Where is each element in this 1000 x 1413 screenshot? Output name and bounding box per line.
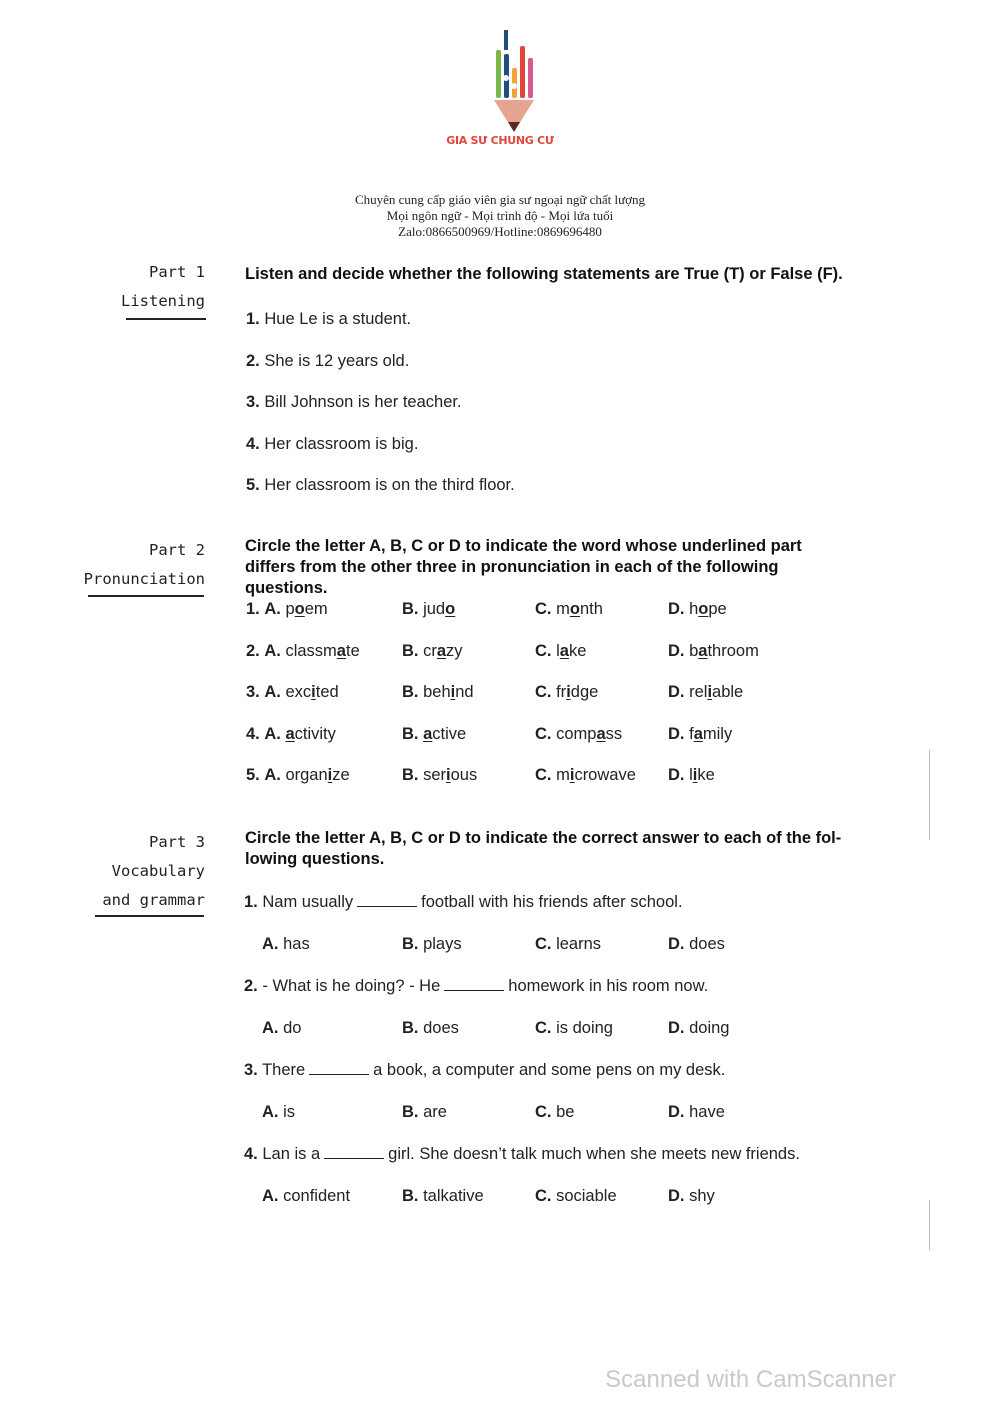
option-text: is doing bbox=[556, 1019, 613, 1037]
answer-blank bbox=[309, 1062, 369, 1075]
answer-option[interactable] bbox=[668, 683, 743, 702]
question-stem bbox=[244, 1145, 800, 1164]
statement-number: 1. bbox=[246, 310, 260, 328]
option-text: does bbox=[423, 1019, 459, 1037]
word-prefix: classm bbox=[285, 641, 337, 660]
part3-divider bbox=[95, 915, 204, 917]
option-letter: A. bbox=[264, 766, 281, 784]
question-text-after: a book, a computer and some pens on my desk. bbox=[373, 1061, 726, 1079]
underlined-part: o bbox=[569, 600, 580, 618]
word-prefix: comp bbox=[556, 724, 597, 743]
statement-number: 4. bbox=[246, 434, 260, 453]
part3-label-block bbox=[102, 828, 205, 915]
word-suffix: ctive bbox=[432, 724, 467, 743]
option-letter: B. bbox=[402, 724, 419, 743]
word-suffix: ctivity bbox=[294, 724, 336, 743]
org-line-2: Mọi ngôn ngữ - Mọi trình độ - Mọi lứa tuổi bbox=[386, 208, 614, 223]
question-number: 3. bbox=[246, 683, 260, 701]
answer-option[interactable] bbox=[402, 725, 466, 744]
word-prefix: exc bbox=[285, 683, 312, 701]
answer-option[interactable] bbox=[402, 683, 474, 702]
word-suffix: ke bbox=[568, 641, 587, 660]
question-text-before: - What is he doing? - He bbox=[262, 977, 441, 995]
option-letter: C. bbox=[535, 641, 552, 660]
word-suffix: dge bbox=[570, 683, 599, 701]
word-prefix: p bbox=[285, 600, 295, 618]
answer-option[interactable] bbox=[246, 642, 360, 661]
option-letter: B. bbox=[402, 600, 419, 618]
question-text-before: There bbox=[262, 1061, 306, 1079]
part1-divider bbox=[126, 318, 206, 320]
option-letter: D. bbox=[668, 1103, 685, 1121]
answer-option[interactable] bbox=[668, 1187, 715, 1206]
part2-instruction bbox=[245, 536, 865, 599]
option-letter: C. bbox=[535, 1019, 552, 1037]
option-letter: A. bbox=[262, 1103, 279, 1121]
part2-label-block bbox=[84, 536, 205, 594]
answer-option[interactable] bbox=[402, 766, 477, 785]
answer-option[interactable] bbox=[402, 600, 455, 619]
statement-text: Hue Le is a student. bbox=[264, 310, 412, 328]
answer-option[interactable] bbox=[535, 642, 586, 661]
option-letter: B. bbox=[402, 766, 419, 784]
answer-option[interactable] bbox=[668, 1103, 725, 1122]
part1-number: Part 1 bbox=[149, 263, 205, 281]
option-letter: A. bbox=[262, 1019, 279, 1037]
question-text-after: homework in his room now. bbox=[508, 977, 709, 995]
answer-option[interactable] bbox=[262, 1019, 301, 1038]
answer-option[interactable] bbox=[668, 642, 759, 661]
question-number: 3. bbox=[244, 1061, 258, 1079]
answer-option[interactable] bbox=[402, 935, 462, 954]
question-text-before: Lan is a bbox=[262, 1145, 321, 1163]
organization-info bbox=[0, 192, 1000, 240]
word-prefix: l bbox=[556, 641, 560, 660]
answer-option[interactable] bbox=[246, 766, 350, 785]
option-letter: D. bbox=[668, 600, 685, 618]
word-prefix: organ bbox=[285, 766, 328, 784]
org-line-3: Zalo:0866500969/Hotline:0869696480 bbox=[398, 224, 602, 239]
part3-instruction-line-1: Circle the letter A, B, C or D to indicate the correct answer to each of the fol- bbox=[245, 829, 842, 847]
underlined-part: i bbox=[311, 683, 316, 701]
word-suffix: te bbox=[345, 641, 360, 660]
answer-option[interactable] bbox=[262, 935, 310, 954]
answer-option[interactable] bbox=[535, 600, 603, 619]
question-text-before: Nam usually bbox=[262, 893, 354, 911]
underlined-part: i bbox=[450, 683, 456, 701]
underlined-part: a bbox=[596, 724, 606, 743]
part3-name-1: Vocabulary bbox=[111, 862, 205, 880]
option-letter: A. bbox=[264, 600, 281, 618]
word-prefix: f bbox=[689, 724, 694, 743]
statement-number: 2. bbox=[246, 351, 260, 370]
answer-option[interactable] bbox=[402, 642, 463, 661]
statement-item bbox=[246, 352, 409, 371]
word-suffix: ous bbox=[450, 766, 478, 784]
statement-item bbox=[246, 435, 418, 454]
word-prefix: ser bbox=[423, 766, 447, 784]
underlined-part: a bbox=[559, 641, 569, 660]
part2-name: Pronunciation bbox=[83, 570, 205, 588]
answer-option[interactable] bbox=[402, 1019, 459, 1038]
answer-option[interactable] bbox=[535, 1019, 613, 1038]
word-suffix: crowave bbox=[574, 766, 636, 784]
option-letter: D. bbox=[668, 683, 685, 701]
answer-option[interactable] bbox=[535, 1103, 574, 1122]
answer-option[interactable] bbox=[668, 600, 727, 619]
option-letter: D. bbox=[668, 1187, 685, 1205]
option-letter: C. bbox=[535, 766, 552, 784]
answer-blank bbox=[444, 978, 504, 991]
statement-number: 3. bbox=[246, 393, 260, 411]
underlined-part: a bbox=[693, 724, 703, 743]
scan-edge-line bbox=[929, 750, 930, 840]
answer-blank bbox=[357, 894, 417, 907]
part2-divider bbox=[88, 595, 204, 597]
part3-instruction-line-2: lowing questions. bbox=[245, 850, 385, 868]
underlined-part: i bbox=[446, 766, 451, 784]
statement-text: She is 12 years old. bbox=[264, 351, 410, 370]
word-suffix: nth bbox=[579, 600, 603, 618]
word-prefix: m bbox=[556, 600, 570, 618]
answer-option[interactable] bbox=[668, 1019, 729, 1038]
word-suffix: nd bbox=[455, 683, 474, 701]
option-letter: C. bbox=[535, 935, 552, 953]
answer-option[interactable] bbox=[535, 766, 636, 785]
answer-option[interactable] bbox=[668, 935, 725, 954]
option-letter: C. bbox=[535, 1103, 552, 1121]
option-letter: D. bbox=[668, 1019, 685, 1037]
scanner-watermark: Scanned with CamScanner bbox=[605, 1366, 896, 1393]
statement-number: 5. bbox=[246, 476, 260, 494]
option-text: confident bbox=[283, 1187, 351, 1205]
statement-text: Her classroom is on the third floor. bbox=[264, 476, 515, 494]
part3-instruction bbox=[245, 828, 865, 870]
underlined-part: i bbox=[566, 683, 571, 701]
option-letter: C. bbox=[535, 683, 552, 701]
option-letter: C. bbox=[535, 1187, 552, 1205]
answer-option[interactable] bbox=[535, 725, 622, 744]
word-suffix: zy bbox=[446, 641, 463, 660]
underlined-part: i bbox=[692, 766, 698, 784]
statement-item bbox=[246, 393, 462, 412]
part2-number: Part 2 bbox=[149, 541, 205, 559]
statement-item bbox=[246, 476, 515, 495]
question-text-after: football with his friends after school. bbox=[421, 893, 683, 911]
answer-option[interactable] bbox=[535, 1187, 617, 1206]
question-number: 5. bbox=[246, 766, 260, 784]
answer-option[interactable] bbox=[262, 1187, 350, 1206]
option-letter: C. bbox=[535, 600, 552, 618]
underlined-part: a bbox=[423, 724, 433, 743]
word-suffix: ss bbox=[605, 724, 623, 743]
option-letter: B. bbox=[402, 1019, 419, 1037]
answer-blank bbox=[324, 1146, 384, 1159]
option-letter: A. bbox=[264, 641, 281, 660]
word-suffix: able bbox=[712, 683, 744, 701]
option-text: doing bbox=[689, 1019, 730, 1037]
option-letter: B. bbox=[402, 683, 419, 701]
underlined-part: i bbox=[569, 766, 575, 784]
org-line-1: Chuyên cung cấp giáo viên gia sư ngoại ngữ chất lượng bbox=[354, 192, 646, 207]
option-letter: A. bbox=[262, 935, 279, 953]
question-number: 2. bbox=[246, 641, 260, 660]
underlined-part: a bbox=[698, 641, 708, 660]
word-prefix: l bbox=[689, 766, 693, 784]
part1-label-block bbox=[121, 258, 205, 316]
option-text: have bbox=[689, 1103, 725, 1121]
scan-edge-line bbox=[929, 1200, 930, 1250]
word-prefix: h bbox=[689, 600, 699, 618]
statement-text: Bill Johnson is her teacher. bbox=[264, 393, 462, 411]
pencil-logo-icon bbox=[470, 28, 560, 148]
question-number: 4. bbox=[244, 1145, 258, 1163]
underlined-part: a bbox=[285, 724, 295, 743]
word-prefix: jud bbox=[423, 600, 446, 618]
option-letter: D. bbox=[668, 935, 685, 953]
part2-instruction-line-1: Circle the letter A, B, C or D to indicate the word whose underlined part bbox=[245, 537, 802, 555]
option-letter: B. bbox=[402, 1103, 419, 1121]
option-letter: A. bbox=[264, 683, 281, 701]
option-letter: A. bbox=[264, 724, 281, 743]
answer-option[interactable] bbox=[246, 725, 336, 744]
part1-name: Listening bbox=[121, 292, 205, 310]
answer-option[interactable] bbox=[246, 683, 339, 702]
part3-name-2: and grammar bbox=[102, 891, 205, 909]
answer-option[interactable] bbox=[402, 1103, 447, 1122]
word-prefix: b bbox=[689, 641, 699, 660]
underlined-part: a bbox=[436, 641, 447, 660]
word-suffix: pe bbox=[708, 600, 727, 618]
question-number: 4. bbox=[246, 724, 260, 743]
option-text: do bbox=[283, 1019, 302, 1037]
answer-option[interactable] bbox=[246, 600, 328, 619]
question-number: 1. bbox=[246, 600, 260, 618]
option-text: sociable bbox=[556, 1187, 617, 1205]
statement-text: Her classroom is big. bbox=[264, 434, 419, 453]
word-suffix: mily bbox=[702, 724, 733, 743]
option-letter: D. bbox=[668, 724, 685, 743]
word-prefix: fr bbox=[556, 683, 567, 701]
part2-instruction-line-2: differs from the other three in pronunciation in each of the following questions. bbox=[245, 558, 779, 597]
option-letter: B. bbox=[402, 935, 419, 953]
option-text: plays bbox=[423, 935, 462, 953]
option-letter: D. bbox=[668, 641, 685, 660]
word-suffix: ze bbox=[332, 766, 350, 784]
word-prefix: beh bbox=[423, 683, 451, 701]
word-prefix: cr bbox=[423, 641, 437, 660]
underlined-part: i bbox=[327, 766, 333, 784]
option-text: talkative bbox=[423, 1187, 484, 1205]
answer-option[interactable] bbox=[402, 1187, 484, 1206]
brand-name: GIA SƯ CHUNG CƯ bbox=[446, 134, 554, 147]
question-number: 1. bbox=[244, 893, 258, 911]
underlined-part: i bbox=[707, 683, 713, 701]
answer-option[interactable] bbox=[535, 935, 601, 954]
word-suffix: ted bbox=[315, 683, 339, 701]
option-letter: B. bbox=[402, 1187, 419, 1205]
answer-option[interactable] bbox=[668, 725, 732, 744]
question-stem bbox=[244, 1061, 725, 1080]
word-prefix: rel bbox=[689, 683, 708, 701]
option-letter: B. bbox=[402, 641, 419, 660]
underlined-part: o bbox=[294, 600, 305, 618]
option-text: shy bbox=[689, 1187, 715, 1205]
part1-instruction: Listen and decide whether the following statements are True (T) or False (F). bbox=[245, 265, 843, 283]
question-stem bbox=[244, 893, 683, 912]
option-text: be bbox=[556, 1103, 575, 1121]
option-text: are bbox=[423, 1103, 447, 1121]
answer-option[interactable] bbox=[668, 766, 715, 785]
word-prefix: m bbox=[556, 766, 570, 784]
word-suffix: em bbox=[304, 600, 328, 618]
option-text: has bbox=[283, 935, 310, 953]
question-stem bbox=[244, 977, 708, 996]
statement-item bbox=[246, 310, 411, 329]
option-text: does bbox=[689, 935, 725, 953]
option-letter: D. bbox=[668, 766, 685, 784]
word-suffix: ke bbox=[697, 766, 715, 784]
underlined-part: o bbox=[698, 600, 709, 618]
option-text: learns bbox=[556, 935, 602, 953]
question-text-after: girl. She doesn’t talk much when she meets new friends. bbox=[388, 1145, 800, 1163]
word-suffix: throom bbox=[707, 641, 759, 660]
option-letter: C. bbox=[535, 724, 552, 743]
option-letter: A. bbox=[262, 1187, 279, 1205]
question-number: 2. bbox=[244, 977, 258, 995]
underlined-part: a bbox=[336, 641, 346, 660]
option-text: is bbox=[283, 1103, 296, 1121]
underlined-part: o bbox=[445, 600, 456, 618]
answer-option[interactable] bbox=[262, 1103, 295, 1122]
part3-number: Part 3 bbox=[149, 833, 205, 851]
answer-option[interactable] bbox=[535, 683, 598, 702]
